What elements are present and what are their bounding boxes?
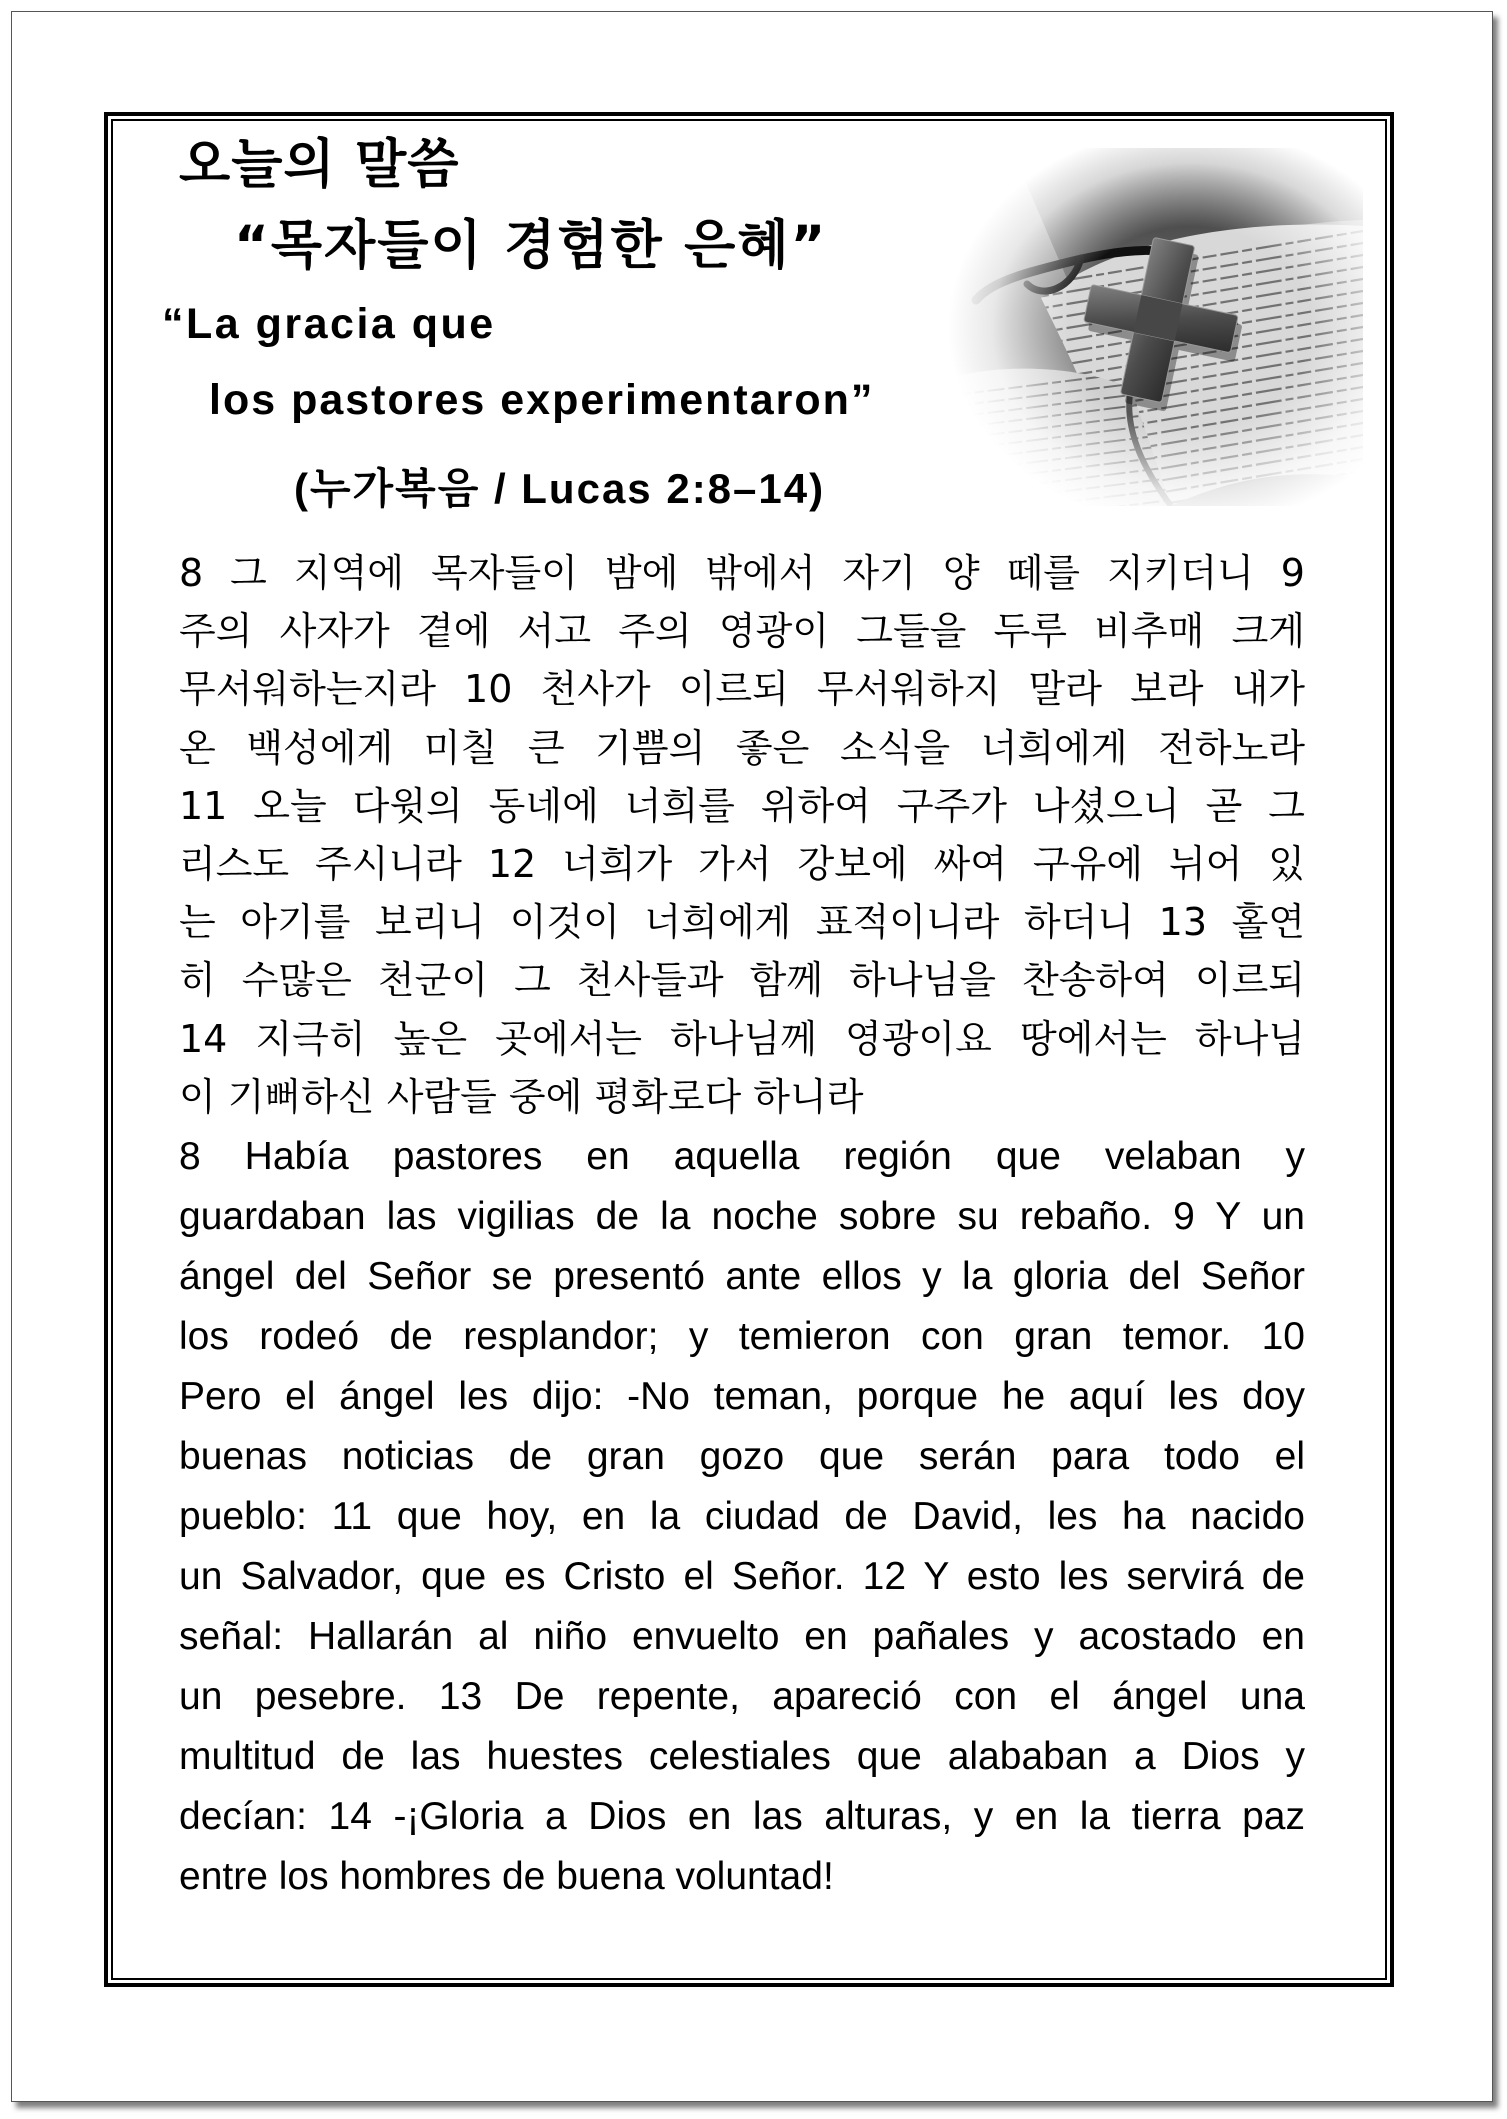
scripture-line: multitud de las huestes celestiales que alababan a Dios y [179, 1735, 1305, 1778]
scripture-line: 리스도 주시니라 12 너희가 가서 강보에 싸여 구유에 뉘어 있 [179, 841, 1305, 886]
scripture-line: un pesebre. 13 De repente, apareció con el ángel una [179, 1675, 1305, 1718]
scripture-line: 무서워하는지라 10 천사가 이르되 무서워하지 말라 보라 내가 [179, 667, 1305, 712]
scripture-line: un Salvador, que es Cristo el Señor. 12 Y esto les servirá de [179, 1555, 1305, 1598]
bible-cross-icon [931, 148, 1363, 506]
scripture-line: decían: 14 -¡Gloria a Dios en las alturas, y en la tierra paz [179, 1795, 1305, 1838]
scripture-line: 8 그 지역에 목자들이 밤에 밖에서 자기 양 떼를 지키더니 9 [179, 551, 1305, 595]
scripture-spanish [179, 1127, 1305, 1907]
scripture-line: 8 Había pastores en aquella región que velaban y [179, 1135, 1305, 1178]
scripture-korean [179, 544, 1305, 1126]
scripture-line: 11 오늘 다윗의 동네에 너희를 위하여 구주가 나셨으니 곧 그 [179, 783, 1305, 828]
scripture-reference: (누가복음 / Lucas 2:8–14) [294, 465, 826, 512]
scripture-line: guardaban las vigilias de la noche sobre su rebaño. 9 Y un [179, 1195, 1305, 1238]
scripture-line: 온 백성에게 미칠 큰 기쁨의 좋은 소식을 너희에게 전하노라 [179, 725, 1305, 770]
bible-cross-image [931, 148, 1363, 506]
scripture-line: buenas noticias de gran gozo que serán para todo el [179, 1435, 1305, 1478]
image-vignette [931, 148, 1363, 506]
scripture-line: 는 아기를 보리니 이것이 너희에게 표적이니라 하더니 13 홀연 [179, 900, 1305, 945]
scripture-line: entre los hombres de buena voluntad! [179, 1855, 834, 1898]
scripture-line: 이 기뻐하신 사람들 중에 평화로다 하니라 [179, 1074, 864, 1119]
sermon-title-spanish-line-2: los pastores experimentaron” [209, 376, 875, 424]
sermon-title-korean: “목자들이 경험한 은혜” [234, 215, 828, 276]
section-title: 오늘의 말씀 [179, 134, 460, 195]
scripture-line: los rodeó de resplandor; y temieron con gran temor. 10 [179, 1315, 1305, 1358]
scripture-line: señal: Hallarán al niño envuelto en pañales y acostado en [179, 1615, 1305, 1658]
scripture-line: 14 지극히 높은 곳에서는 하나님께 영광이요 땅에서는 하나님 [179, 1016, 1305, 1061]
scripture-line: ángel del Señor se presentó ante ellos y la gloria del Señor [179, 1255, 1305, 1298]
scripture-line: pueblo: 11 que hoy, en la ciudad de David, les ha nacido [179, 1495, 1305, 1538]
scripture-line: Pero el ángel les dijo: -No teman, porque he aquí les doy [179, 1375, 1305, 1418]
sermon-title-spanish-line-1: “La gracia que [162, 300, 496, 348]
scripture-line: 주의 사자가 곁에 서고 주의 영광이 그들을 두루 비추매 크게 [179, 609, 1305, 654]
scripture-line: 히 수많은 천군이 그 천사들과 함께 하나님을 찬송하여 이르되 [179, 958, 1305, 1003]
